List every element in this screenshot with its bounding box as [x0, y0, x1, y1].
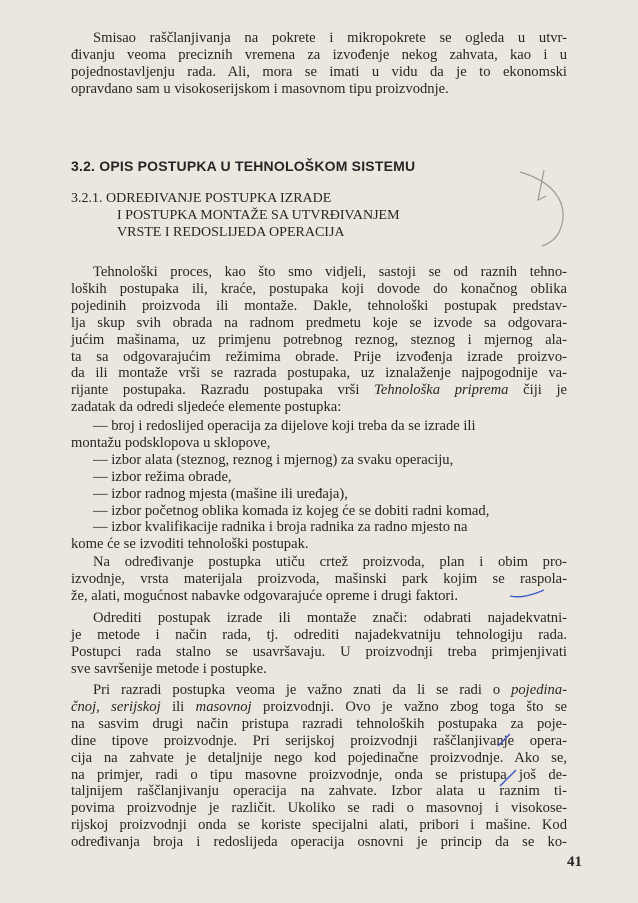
- text-line: na primjer, radi o tipu masovne proizvodnje, onda se pristupa još de-: [71, 766, 567, 783]
- text-line: određivanja broja i redoslijeda operacija osnovni je princip da se ko-: [71, 834, 567, 851]
- text-line: rijskoj proizvodnji onda se koriste specijalni alati, pribori i mašine. Kod: [71, 817, 567, 834]
- text-line: đivanju veoma preciznih vremena za izvođenje nekog zahvata, kao i u: [71, 46, 567, 63]
- text-line: jućim mašinama, uz primjenu potrebnog reznog, steznog i mjernog ala-: [71, 331, 567, 348]
- text-run: proizvodnji. Ovo je važno zbog toga što se: [263, 698, 568, 715]
- text-line: izvodnje, vrsta materijala proizvoda, mašinski park kojim se raspola-: [71, 570, 567, 587]
- list-item: — izbor radnog mjesta (mašine ili uređaja),: [93, 485, 348, 502]
- text-line: da ili montaže vrši se razrada postupaka, uz iznalaženje najpogodnije va-: [71, 365, 567, 382]
- italic-term: Tehnološka priprema: [374, 382, 509, 399]
- italic-term: pojedina-: [511, 682, 567, 698]
- text-line: [71, 382, 567, 399]
- text-run: rijante postupaka. Razradu postupaka vrši: [71, 382, 360, 399]
- text-line: na sasvim drugi način pristupa razradi tehnoloških postupaka za poje-: [71, 715, 567, 732]
- subsection-line: VRSTE I REDOSLIJEDA OPERACIJA: [117, 225, 345, 240]
- text-line: opravdano sam u visokoserijskom i masovnom tipu proizvodnje.: [71, 80, 449, 97]
- list-item: kome će se izvoditi tehnološki postupak.: [71, 536, 309, 553]
- intro-paragraph: [71, 30, 567, 98]
- text-run: čiji je: [523, 382, 567, 399]
- text-line: zadatak da odredi sljedeće elemente postupka:: [71, 399, 342, 416]
- text-line: dine tipove proizvodnje. Pri serijskoj proizvodnji raščlanjivanje opera-: [71, 732, 567, 749]
- text-line: Tehnološki proces, kao što smo vidjeli, sastoji se od raznih tehno-: [93, 264, 567, 280]
- list-item: montažu podsklopova u sklopove,: [71, 434, 271, 451]
- list-item: — izbor režima obrade,: [93, 468, 232, 485]
- text-line: lja skup svih obrada na radnom predmetu koje se izvode sa odgovara-: [71, 314, 567, 331]
- subsection-heading: [71, 190, 511, 241]
- text-run: ili: [172, 698, 185, 715]
- text-line: sve savršenije metode i postupke.: [71, 660, 267, 677]
- text-line: povima proizvodnje je različit. Ukoliko se radi o masovnoj i visokose-: [71, 800, 567, 817]
- text-line: cija na zahvate je detaljnije nego kod pojedinačne proizvodnje. Ako se,: [71, 749, 567, 766]
- section-heading: 3.2. OPIS POSTUPKA U TEHNOLOŠKOM SISTEMU: [71, 158, 416, 174]
- text-line: ta sa odgovarajućim režimima obrade. Prije izvođenja izrade proizvo-: [71, 348, 567, 365]
- text-line: [71, 699, 567, 716]
- subsection-line: I POSTUPKA MONTAŽE SA UTVRĐIVANJEM: [117, 208, 400, 223]
- italic-term: čnoj, serijskoj: [71, 698, 161, 715]
- text-line: Odrediti postupak izrade ili montaže znači: odabrati najadekvatni-: [93, 610, 567, 626]
- list-item: — izbor početnog oblika komada iz kojeg će se dobiti radni komad,: [93, 502, 490, 519]
- list-item: — izbor alata (steznog, reznog i mjernog) za svaku operaciju,: [93, 451, 454, 468]
- paragraph-factors: [71, 554, 567, 605]
- text-line: [71, 682, 567, 699]
- text-line: Na određivanje postupka utiču crtež proizvoda, plan i obim pro-: [93, 554, 567, 570]
- pen-underline-mark: [508, 586, 548, 602]
- paragraph-methods: [71, 610, 567, 678]
- text-line: Smisao raščlanjivanja na pokrete i mikropokrete se ogleda u utvr-: [93, 30, 567, 46]
- text-line: loških postupaka ili, kraće, postupaka koji dovode do konačnog oblika: [71, 280, 567, 297]
- text-run: Pri razradi postupka veoma je važno znati da li se radi o: [93, 682, 501, 698]
- elements-list: [71, 418, 567, 553]
- pen-slash-marks: [486, 726, 526, 792]
- italic-term: masovnoj: [195, 698, 252, 715]
- text-line: pojedinih proizvoda ili montaže. Dakle, tehnološki postupak predstav-: [71, 297, 567, 314]
- text-line: taljnijem raščlanjivanju operacija na zahvate. Izbor alata u raznim ti-: [71, 783, 567, 800]
- page-number: 41: [567, 854, 582, 870]
- text-line: že, alati, mogućnost nabavke odgovarajuće opreme i drugi faktori.: [71, 587, 458, 604]
- list-item: — izbor kvalifikacije radnika i broja radnika za radno mjesto na: [93, 519, 468, 536]
- text-line: Postupci rada stalno se usavršavaju. U proizvodnji treba primjenjivati: [71, 643, 567, 660]
- list-item: — broj i redoslijed operacija za dijelove koji treba da se izrade ili: [93, 418, 476, 434]
- text-line: je metode i način rada, tj. odrediti najadekvatniju tehnologiju rada.: [71, 626, 567, 643]
- paragraph-process: [71, 264, 567, 416]
- subsection-line: 3.2.1. ODREĐIVANJE POSTUPKA IZRADE: [71, 191, 332, 206]
- text-line: pojednostavljenju rada. Ali, mora se imati u vidu da je to ekonomski: [71, 63, 567, 80]
